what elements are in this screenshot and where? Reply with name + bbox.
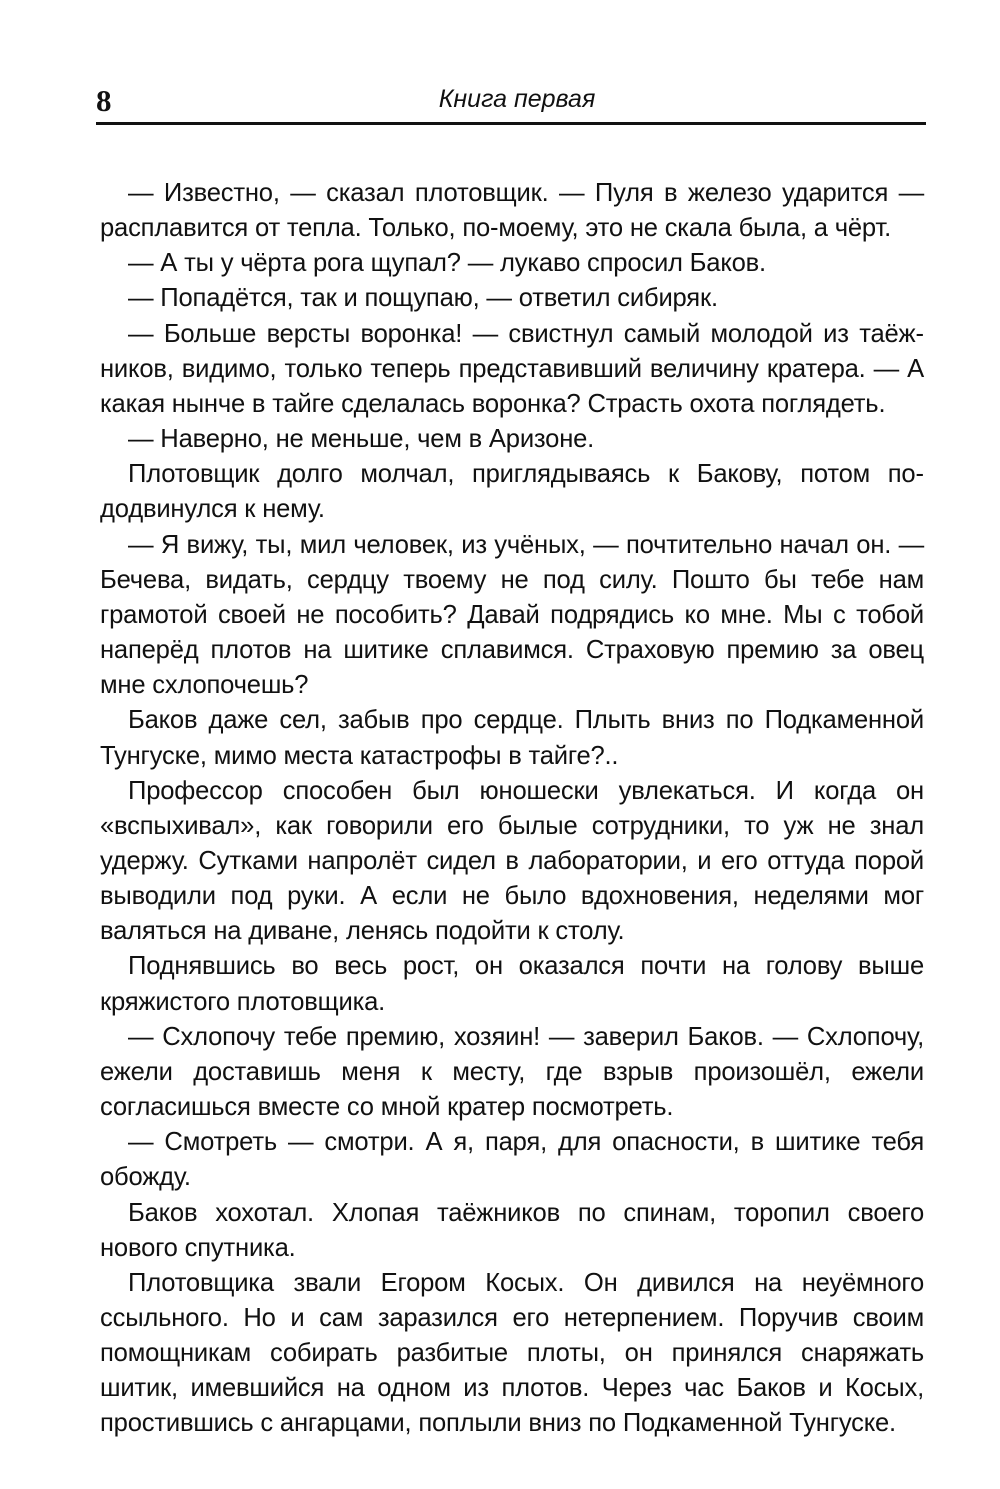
paragraph: — Больше версты воронка! — свистнул самый молодой из таёжников, видимо, только теперь представивший величину кратера. — А какая нынче в тайге сделалась воронка? Страсть охота поглядеть.	[100, 319, 924, 418]
page-number: 8	[96, 83, 112, 118]
paragraph: — Известно, — сказал плотовщик. — Пуля в железо ударится — расплавится от тепла. Только, по-моему, это не скала была, а чёрт.	[100, 179, 924, 243]
paragraph: — Схлопочу тебе премию, хозяин! — заверил Баков. — Схлопочу, ежели доставишь меня к месту, где взрыв произошёл, ежели согласишься вместе со мной кратер посмотреть.	[100, 1022, 924, 1122]
book-title: Книга первая	[438, 85, 596, 113]
paragraph: Плотовщика звали Егором Косых. Он дивился на неуёмного ссыльного. Но и сам заразился его нетерпением. Поручив своим помощникам собирать разбитые плоты, он принялся снаряжать шитик, имевшийся на одном из плотов. Через час Баков и Косых, простившись с ангарцами, поплыли вниз по Подкаменной Тунгуске.	[100, 1268, 924, 1438]
paragraph: — Смотреть — смотри. А я, паря, для опасности, в шитике тебя обожду.	[100, 1128, 924, 1192]
paragraph: — Попадётся, так и пощупаю, — ответил сибиряк.	[128, 284, 718, 313]
paragraph: Профессор способен был юношески увлекаться. И когда он «вспыхивал», как говорили его былые сотрудники, то уж не знал удержу. Сутками напролёт сидел в лаборатории, и его оттуда порой выводили под руки. А если не было вдохновения, неделями мог валяться на диване, ленясь подойти к столу.	[100, 776, 924, 946]
paragraph: Баков хохотал. Хлопая таёжников по спинам, торопил своего нового спутника.	[100, 1198, 924, 1262]
paragraph: Баков даже сел, забыв про сердце. Плыть вниз по Подкаменной Тунгуске, мимо места катастрофы в тайге?..	[100, 706, 924, 770]
paragraph: — А ты у чёрта рога щупал? — лукаво спросил Баков.	[128, 249, 766, 278]
paragraph: Поднявшись во весь рост, он оказался почти на голову выше кряжистого плотовщика.	[100, 952, 924, 1016]
running-head	[96, 80, 926, 125]
paragraph: — Я вижу, ты, мил человек, из учёных, — почтительно начал он. — Бечева, видать, сердцу твоему не под силу. Пошто бы тебе нам грамотой своей не пособить? Давай подрядись ко мне. Мы с тобой наперёд плотов на шитике сплавимся. Страховую премию за овец мне схлопочешь?	[100, 530, 924, 700]
paragraph: — Наверно, не меньше, чем в Аризоне.	[128, 425, 595, 454]
body-text	[100, 176, 924, 1442]
paragraph: Плотовщик долго молчал, приглядываясь к Бакову, потом пододвинулся к нему.	[100, 460, 924, 524]
